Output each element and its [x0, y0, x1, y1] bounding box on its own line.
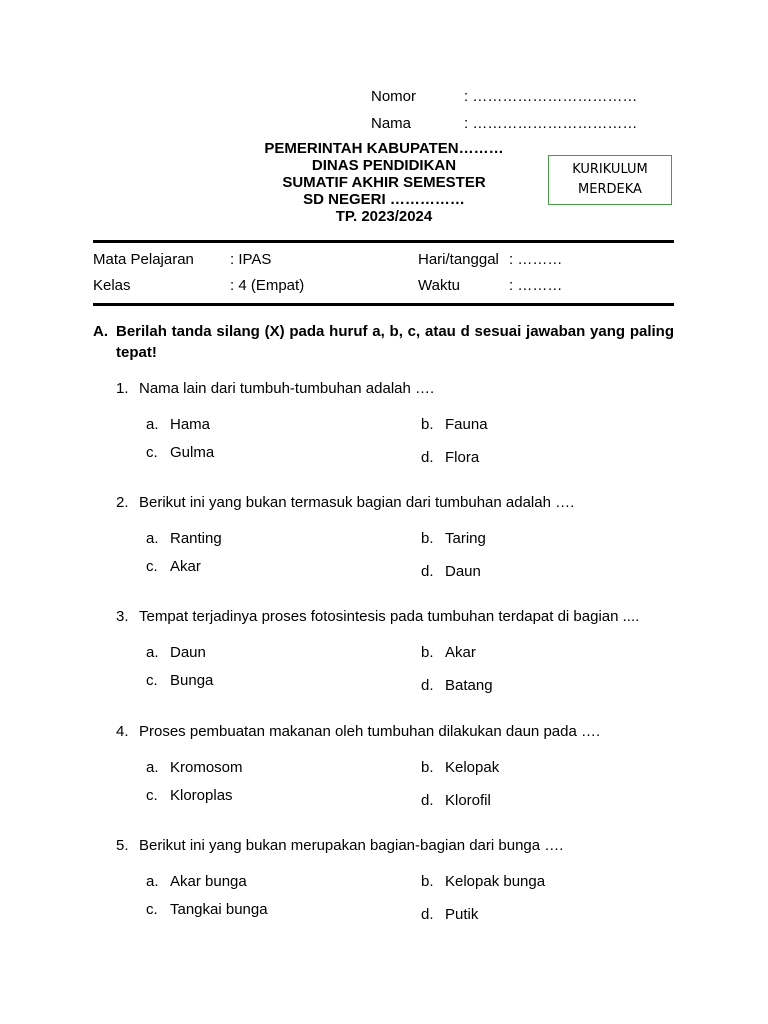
option-letter: a. — [146, 530, 159, 547]
option-text: Taring — [445, 530, 486, 547]
header-line-2: DINAS PENDIDIKAN — [311, 157, 457, 174]
option-letter: c. — [146, 558, 158, 575]
header-line-4: SD NEGERI …………… — [303, 191, 465, 208]
option-d[interactable] — [421, 677, 661, 695]
option-c[interactable] — [146, 787, 386, 805]
option-letter: d. — [421, 677, 434, 694]
section-a-instruction — [93, 321, 674, 363]
badge-line-1: KURIKULUM — [572, 162, 648, 177]
date-value[interactable]: : ……… — [509, 251, 563, 268]
option-b[interactable] — [421, 759, 661, 777]
option-text: Akar — [170, 558, 201, 575]
header-line-5: TP. 2023/2024 — [335, 208, 433, 225]
class-label: Kelas — [93, 277, 131, 294]
question-number: 3. — [116, 608, 129, 625]
time-label: Waktu — [418, 277, 460, 294]
option-text: Daun — [445, 563, 481, 580]
option-letter: c. — [146, 901, 158, 918]
option-text: Hama — [170, 416, 211, 433]
option-c[interactable] — [146, 558, 386, 576]
question-number: 4. — [116, 723, 129, 740]
option-letter: c. — [146, 444, 158, 461]
class-value: : 4 (Empat) — [230, 277, 305, 294]
option-c[interactable] — [146, 672, 386, 690]
badge-line-2: MERDEKA — [578, 182, 642, 197]
exam-header — [224, 140, 544, 225]
option-text: Ranting — [170, 530, 222, 547]
option-text: Akar — [445, 644, 476, 661]
option-d[interactable] — [421, 563, 661, 581]
option-d[interactable] — [421, 449, 661, 467]
header-line-3: SUMATIF AKHIR SEMESTER — [282, 174, 486, 191]
option-a[interactable] — [146, 644, 386, 662]
option-a[interactable] — [146, 873, 386, 891]
question-number: 1. — [116, 380, 129, 397]
option-letter: a. — [146, 644, 159, 661]
option-text: Kelopak bunga — [445, 873, 546, 890]
option-a[interactable] — [146, 530, 386, 548]
option-letter: b. — [421, 644, 434, 661]
option-text: Kelopak — [445, 759, 500, 776]
option-c[interactable] — [146, 901, 386, 919]
option-letter: d. — [421, 449, 434, 466]
option-a[interactable] — [146, 416, 386, 434]
option-b[interactable] — [421, 644, 661, 662]
option-text: Akar bunga — [170, 873, 247, 890]
nomor-row — [371, 88, 671, 106]
time-value[interactable]: : ……… — [509, 277, 563, 294]
subject-value: : IPAS — [230, 251, 272, 268]
option-text: Tangkai bunga — [170, 901, 268, 918]
question-number: 5. — [116, 837, 129, 854]
question-number: 2. — [116, 494, 129, 511]
subject-label: Mata Pelajaran — [93, 251, 194, 268]
instruction-text: Berilah tanda silang (X) pada huruf a, b, c, atau d sesuai jawaban yang paling tepat! — [116, 323, 674, 361]
option-b[interactable] — [421, 873, 661, 891]
option-letter: b. — [421, 873, 434, 890]
date-label: Hari/tanggal — [418, 251, 499, 268]
option-b[interactable] — [421, 530, 661, 548]
option-text: Fauna — [445, 416, 488, 433]
option-letter: d. — [421, 906, 434, 923]
curriculum-badge — [548, 155, 672, 205]
question-text: Proses pembuatan makanan oleh tumbuhan dilakukan daun pada …. — [139, 723, 601, 740]
option-d[interactable] — [421, 906, 661, 924]
option-letter: d. — [421, 563, 434, 580]
option-letter: b. — [421, 416, 434, 433]
option-text: Kloroplas — [170, 787, 233, 804]
option-text: Gulma — [170, 444, 215, 461]
option-letter: b. — [421, 759, 434, 776]
option-text: Kromosom — [170, 759, 243, 776]
option-letter: a. — [146, 759, 159, 776]
question-text: Berikut ini yang bukan merupakan bagian-bagian dari bunga …. — [139, 837, 564, 854]
option-text: Putik — [445, 906, 479, 923]
top-divider — [93, 240, 674, 243]
option-c[interactable] — [146, 444, 386, 462]
option-letter: d. — [421, 792, 434, 809]
nama-label: Nama — [371, 115, 412, 132]
option-text: Bunga — [170, 672, 214, 689]
nama-field[interactable]: : …………………………… — [464, 115, 638, 132]
question-text: Tempat terjadinya proses fotosintesis pada tumbuhan terdapat di bagian .... — [139, 608, 640, 625]
option-letter: b. — [421, 530, 434, 547]
question-text: Berikut ini yang bukan termasuk bagian dari tumbuhan adalah …. — [139, 494, 575, 511]
nomor-field[interactable]: : …………………………… — [464, 88, 638, 105]
option-letter: a. — [146, 416, 159, 433]
option-b[interactable] — [421, 416, 661, 434]
option-text: Daun — [170, 644, 206, 661]
nomor-label: Nomor — [371, 88, 417, 105]
option-letter: a. — [146, 873, 159, 890]
option-letter: c. — [146, 787, 158, 804]
bottom-divider — [93, 303, 674, 306]
section-letter: A. — [93, 323, 108, 340]
nama-row — [371, 115, 671, 133]
option-text: Klorofil — [445, 792, 491, 809]
option-letter: c. — [146, 672, 158, 689]
question-text: Nama lain dari tumbuh-tumbuhan adalah …. — [139, 380, 435, 397]
option-text: Flora — [445, 449, 480, 466]
header-line-1: PEMERINTAH KABUPATEN……… — [264, 140, 504, 157]
option-a[interactable] — [146, 759, 386, 777]
option-text: Batang — [445, 677, 493, 694]
option-d[interactable] — [421, 792, 661, 810]
